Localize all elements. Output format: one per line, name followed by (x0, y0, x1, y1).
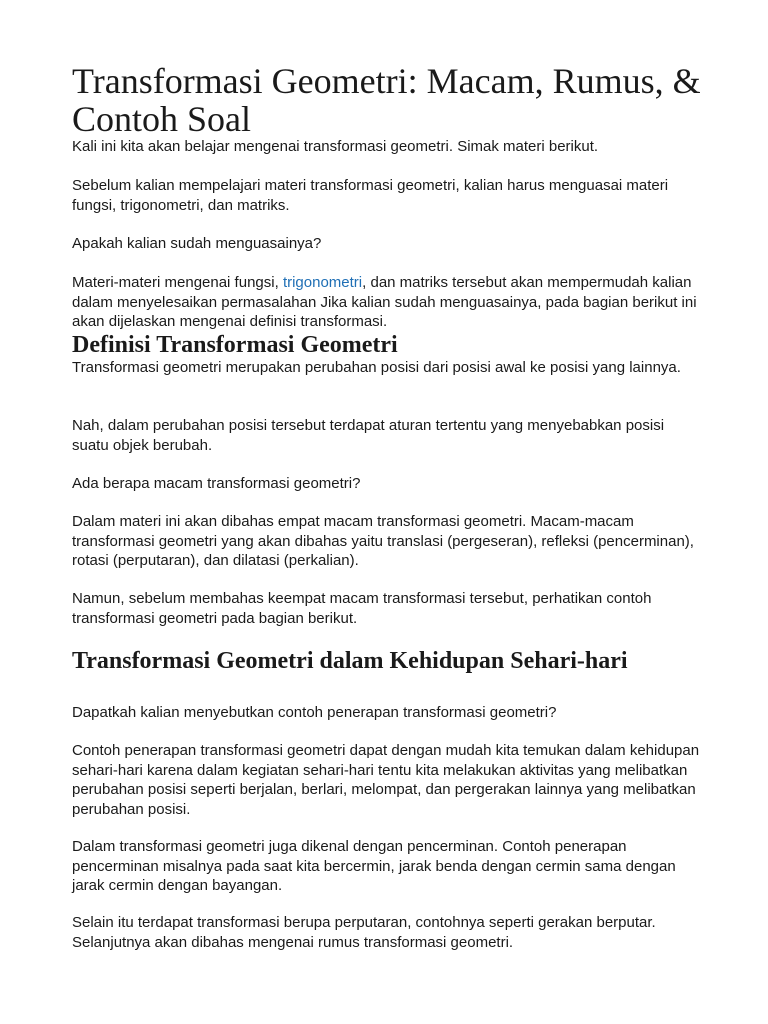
intro-paragraph-1: Kali ini kita akan belajar mengenai transformasi geometri. Simak materi berikut. (72, 138, 599, 155)
intro-paragraph-3: Apakah kalian sudah menguasainya? (72, 235, 322, 252)
definisi-paragraph-4: Dalam materi ini akan dibahas empat macam transformasi geometri. Macam-macam transformasi geometri yang akan dibahas yaitu translasi (pergeseran), refleksi (pencerminan), rotasi (perputaran), dan dilatasi (perkalian). (72, 513, 694, 569)
intro-paragraph-4 (72, 273, 702, 332)
kehidupan-paragraph-1: Dapatkah kalian menyebutkan contoh penerapan transformasi geometri? (72, 704, 557, 721)
kehidupan-paragraph-2: Contoh penerapan transformasi geometri dapat dengan mudah kita temukan dalam kehidupan sehari-hari karena dalam kegiatan sehari-hari tentu kita melakukan aktivitas yang melibatkan perubahan posisi seperti berjalan, berlari, melompat, dan pergerakan lainnya yang melibatkan perubahan posisi. (72, 742, 700, 818)
definisi-paragraph-1: Transformasi geometri merupakan perubahan posisi dari posisi awal ke posisi yang lainnya. (72, 359, 681, 376)
trigonometri-link[interactable]: trigonometri (282, 274, 363, 291)
intro-paragraph-4-start: Materi-materi mengenai fungsi, (72, 274, 283, 291)
intro-paragraph-2: Sebelum kalian mempelajari materi transformasi geometri, kalian harus menguasai materi fungsi, trigonometri, dan matriks. (72, 177, 669, 214)
definisi-heading: Definisi Transformasi Geometri (72, 332, 398, 358)
definisi-paragraph-5: Namun, sebelum membahas keempat macam transformasi tersebut, perhatikan contoh transformasi geometri pada bagian berikut. (72, 590, 652, 627)
intro-paragraph-4-end: , dan matriks tersebut akan mempermudah kalian dalam menyelesaikan permasalahan Jika kalian sudah menguasainya, pada bagian berikut ini akan dijelaskan mengenai definisi transformasi. (72, 274, 697, 330)
definisi-paragraph-3: Ada berapa macam transformasi geometri? (72, 475, 361, 492)
kehidupan-heading: Transformasi Geometri dalam Kehidupan Sehari-hari (72, 648, 628, 674)
definisi-paragraph-2: Nah, dalam perubahan posisi tersebut terdapat aturan tertentu yang menyebabkan posisi suatu objek berubah. (72, 417, 665, 454)
kehidupan-paragraph-3: Dalam transformasi geometri juga dikenal dengan pencerminan. Contoh penerapan pencerminan misalnya pada saat kita bercermin, jarak benda dengan cermin sama dengan jarak cermin dengan bayangan. (72, 838, 676, 894)
kehidupan-paragraph-4: Selain itu terdapat transformasi berupa perputaran, contohnya seperti gerakan berputar. Selanjutnya akan dibahas mengenai rumus transformasi geometri. (72, 914, 656, 951)
page-title: Transformasi Geometri: Macam, Rumus, & Contoh Soal (72, 61, 701, 139)
